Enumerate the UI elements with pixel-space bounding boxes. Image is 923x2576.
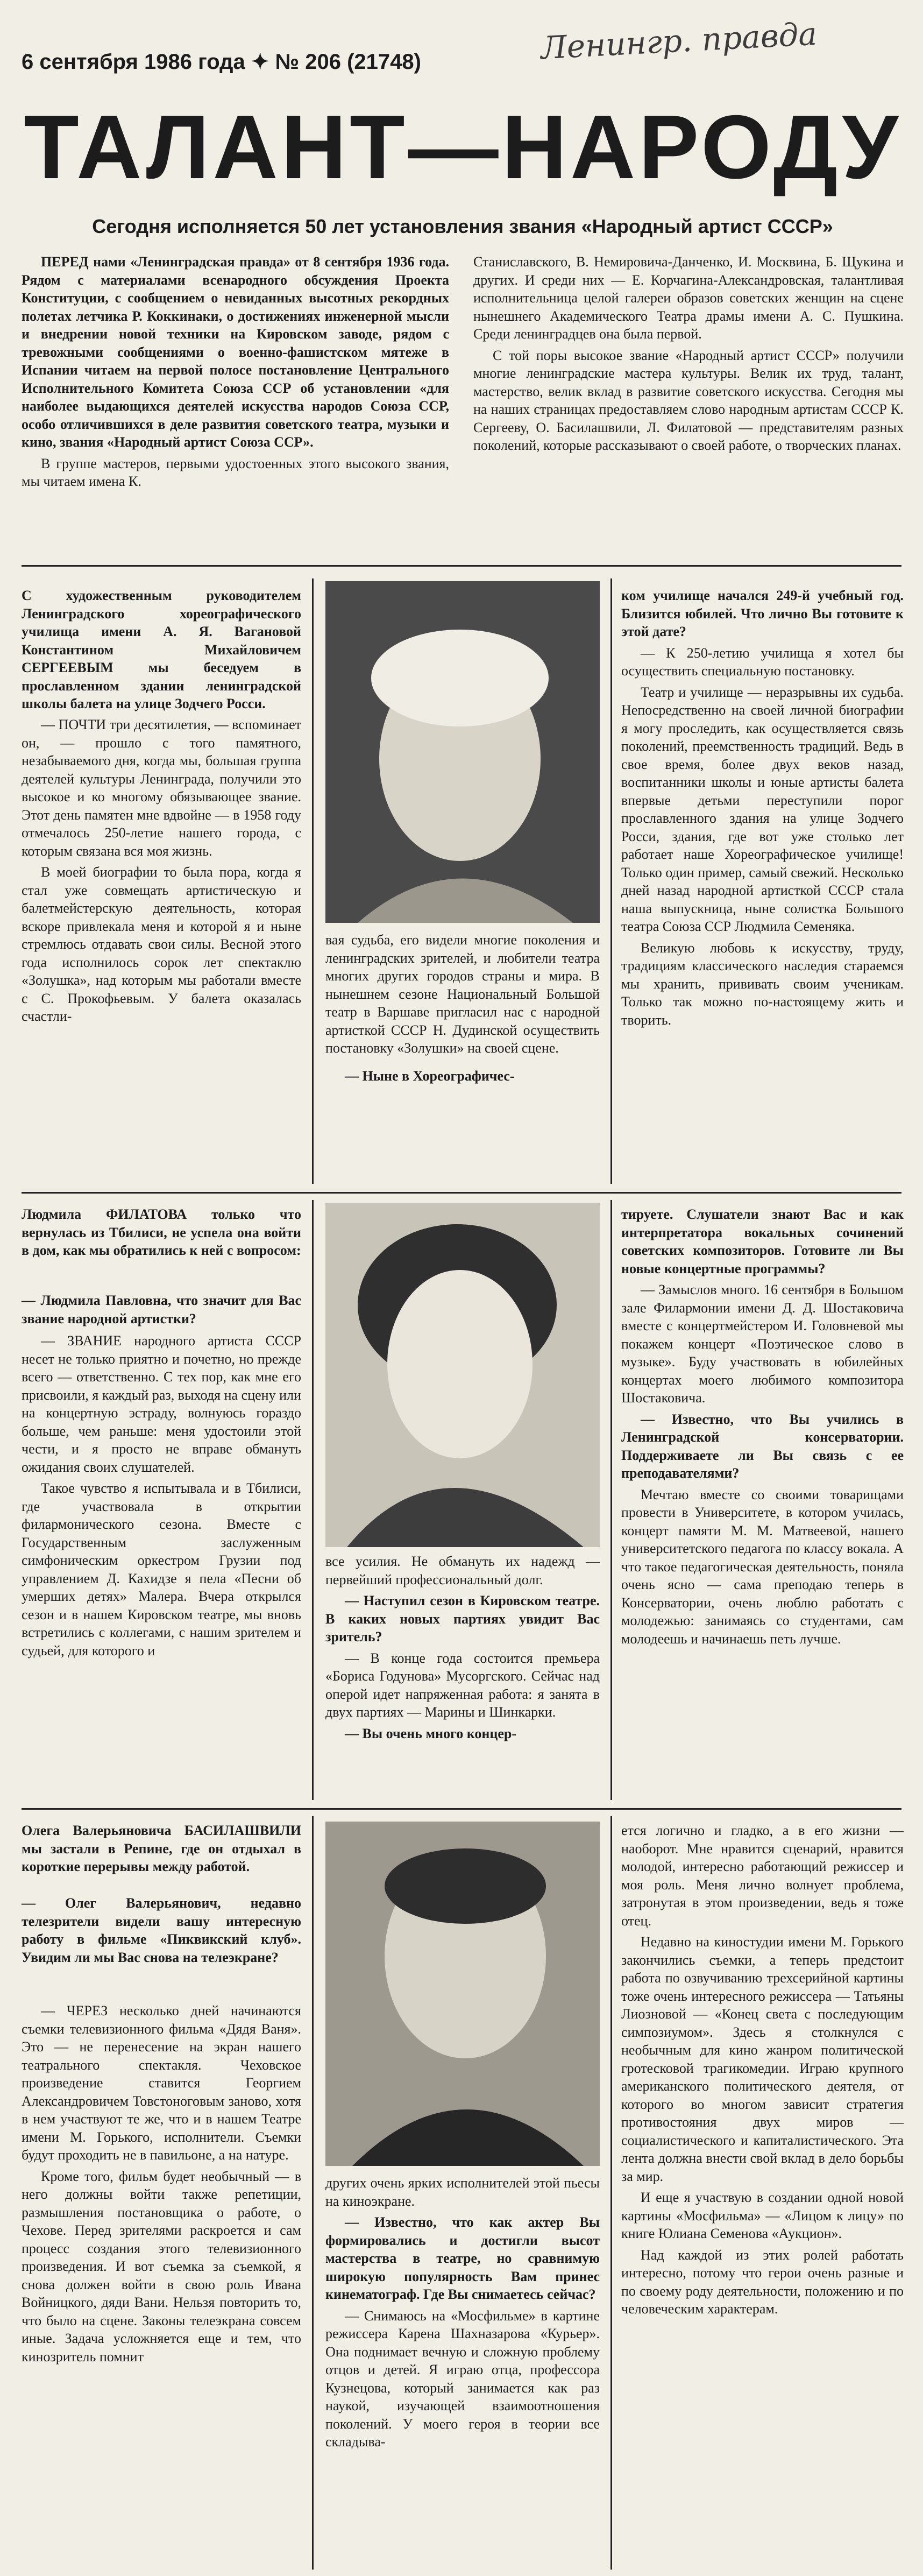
paragraph: все усилия. Не обмануть их надежд — первейший профессиональный долг. xyxy=(325,1554,600,1587)
paragraph: Такое чувство я испытывала и в Тбилиси, где участвовала в открытии филармонического сезона. Вместе с Государственным заслуженным симфоническим оркестром Грузии под управлением Д. Кахидзе я пела «Песни об умерших детях» Малера. Вчера открылся сезон и в нашем Кировском театре, мы вновь встретились с коллегами, с нашим зрителем и судьей, для которого и xyxy=(22,1480,301,1658)
portrait-basilashvili xyxy=(325,1822,600,2166)
sergeev-col-1 xyxy=(22,716,301,1029)
divider xyxy=(22,1808,901,1810)
date-line: 6 сентября 1986 года ✦ № 206 (21748) xyxy=(22,50,421,74)
divider xyxy=(22,565,901,567)
filatova-col-3 xyxy=(621,1205,904,1651)
column-rule xyxy=(312,1816,314,2570)
paragraph: — ЧЕРЕЗ несколько дней начинаются съемки телевизионного фильма «Дядя Ваня». Это — не перенесение на экран нашего театрального спектакля. Чеховское произведение ставится Георгием Александровичем Товстоноговым заново, хотя в нем участвуют те же, что и в нашем Театре имени М. Горького, исполнители. Съемки будут проходить не в павильоне, а на натуре. xyxy=(22,2003,301,2163)
sergeev-question-1: — Ныне в Хореографичес- xyxy=(345,1068,515,1084)
column-rule xyxy=(610,578,612,1184)
filatova-question-1: — Людмила Павловна, что значит для Вас звание народной артистки? xyxy=(22,1293,301,1326)
paragraph: Над каждой из этих ролей работать интересно, потому что герои очень разные и по своему роду деятельности, положению и по человеческим характерам. xyxy=(621,2247,904,2317)
column-rule xyxy=(610,1816,612,2570)
paragraph: Недавно на киностудии имени М. Горького закончились съемки, а теперь предстоит работа по озвучиванию трехсерийной картины тоже очень интересного режиссера — Татьяны Лиозновой — «Конец света с последующим симпозиумом». Здесь я столкнулся с необычным для кино жанром политической гротесковой трагикомедии. Играю крупного американского политического деятеля, от которого во многом зависит стратегия противостояния двух миров — социалистического и капиталистического. Эта лента должна внести свой вклад в дело борьбы за мир. xyxy=(621,1934,904,2184)
sergeev-question-2: ком училище начался 249-й учебный год. Близится юбилей. Что лично Вы готовите к этой дате? xyxy=(621,588,904,639)
portrait-sergeev-image xyxy=(325,581,600,923)
intro-col-1 xyxy=(22,253,449,494)
intro-paragraph: С той поры высокое звание «Народный артист СССР» получили многие ленинградские мастера культуры. Велик их труд, талант, мастерство, велик вклад в развитие советского искусства. Сегодня мы на наших страницах предоставляем слово народным артистам СССР К. Сергееву, О. Басилашвили, Л. Филатовой — представителям разных поколений, которые рассказывают о своей работе, о творческих планах. xyxy=(473,347,904,453)
intro-paragraph: В группе мастеров, первыми удостоенных этого высокого звания, мы читаем имена К. xyxy=(22,455,449,489)
paragraph: Великую любовь к искусству, труду, традициям классического наследия стараемся мы хранить, прививать своим ученикам. Только так можно по-настоящему жить и творить. xyxy=(621,940,904,1028)
paragraph: вая судьба, его видели многие поколения и ленинградских зрителей, и любители театра многих других городов страны и мира. В нынешнем сезоне Национальный Большой театр в Варшаве пригласил нас с народной артисткой СССР Н. Дудинской осуществить постановку «Золушки» на своей сцене. xyxy=(325,932,600,1056)
column-rule xyxy=(312,578,314,1184)
paragraph: Театр и училище — неразрывны их судьба. Непосредственно на своей личной биографии я могу проследить, как осуществляется связь поколений, преемственность традиций. Ведь в свое время, более двух веков назад, воспитанники школы и юные артисты балета впервые детьми переступили порог прославленного здания на улице Зодчего Росси, здания, где вот уже столько лет работает наше Хореографическое училище! Только один пример, самый свежий. Несколько дней назад народной артисткой СССР стала наша выпускница, ныне солистка Большого театра Союза ССР Людмила Семеняка. xyxy=(621,684,904,934)
headline: ТАЛАНТ—НАРОДУ xyxy=(24,96,901,197)
intro-paragraph: ПЕРЕД нами «Ленинградская правда» от 8 сентября 1936 года. Рядом с материалами всенародного обсуждения Проекта Конституции, с сообщением о невиданных высотных рекордных полетах летчика Р. Коккинаки, о достижениях инженерной мысли и внедрении новой техники на Кировском заводе, рядом с тревожными сообщениями о военно-фашистском мятеже в Испании читаем на первой полосе постановление Центрального Исполнительного Комитета Союза ССР об установлении «для наиболее выдающихся деятелей искусства народов Союза ССР, особо отличившихся в деле развития советского театра, музыки и кино, звания «Народный артист Союза ССР». xyxy=(22,254,449,450)
filatova-question-3-cont: тируете. Слушатели знают Вас и как интерпретатора вокальных сочинений советских композиторов. Готовите ли Вы новые концертные программы? xyxy=(621,1206,904,1276)
sergeev-col-2 xyxy=(325,931,600,1088)
basilashvili-lead-in: Олега Валерьяновича БАСИЛАШВИЛИ мы застали в Репине, где он отдыхал в короткие перерывы между работой. xyxy=(22,1823,301,1874)
filatova-lead-in: Людмила ФИЛАТОВА только что вернулась из Тбилиси, не успела она войти в дом, как мы обратились к ней с вопросом: xyxy=(22,1206,301,1258)
intro-col-2 xyxy=(473,253,904,458)
paragraph: — ПОЧТИ три десятилетия, — вспоминает он, — прошло с того памятного, незабываемого дня, когда мы, большая группа деятелей культуры Ленинграда, получили это высокое и ко многому обязывающее звание. Этот день памятен мне вдвойне — в 1958 году отмечалось 250-летие нашего города, с которым связана вся моя жизнь. xyxy=(22,717,301,859)
divider xyxy=(22,1192,901,1194)
paragraph: других очень ярких исполнителей этой пьесы на киноэкране. xyxy=(325,2175,600,2209)
paragraph: — В конце года состоится премьера «Бориса Годунова» Мусоргского. Сейчас над оперой идет напряженная работа: я занята в двух партиях — Марины и Шинкарки. xyxy=(325,1650,600,1720)
subheadline: Сегодня исполняется 50 лет установления звания «Народный артист СССР» xyxy=(92,215,833,237)
filatova-col-2 xyxy=(325,1552,600,1746)
paragraph: — ЗВАНИЕ народного артиста СССР несет не только приятно и почетно, но прежде всего — ответственно. С тех пор, как мне его присвоили, я каждый раз, выходя на сцену или на концертную эстраду, волнуюсь гораздо больше, чем раньше: меня удостоили этой чести, и я просто не вправе обмануть ожидания своих слушателей. xyxy=(22,1333,301,1475)
basilashvili-question-1: — Олег Валерьянович, недавно телезрители видели вашу интересную работу в фильме «Пиквикский клуб». Увидим ли мы Вас снова на телеэкране? xyxy=(22,1895,301,1965)
handwritten-note: Ленингр. правда xyxy=(539,15,818,67)
portrait-filatova-image xyxy=(325,1203,600,1547)
paragraph: — Снимаюсь на «Мосфильме» в картине режиссера Карена Шахназарова «Курьер». Она поднимает вечную и сложную проблему отцов и детей. Я играю отца, профессора Кузнецова, который занимается как раз наукой, изучающей взаимоотношения поколений. У моего героя в теории все складыва- xyxy=(325,2307,600,2450)
filatova-question-4: — Известно, что Вы учились в Ленинградской консерватории. Поддерживаете ли Вы связь с ее преподавателями? xyxy=(621,1411,904,1481)
intro-paragraph: Станиславского, В. Немировича-Данченко, И. Москвина, Б. Щукина и других. И среди них — Е. Корчагина-Александровская, талантливая исполнительница целой галереи образов советских женщин на сцене нынешнего Академического Театра драмы имени А. С. Пушкина. Среди ленинградцев она была первой. xyxy=(473,254,904,342)
filatova-question-2: — Наступил сезон в Кировском театре. В каких новых партиях увидит Вас зритель? xyxy=(325,1593,600,1645)
basilashvili-question-2: — Известно, что как актер Вы формировались и достигли высот мастерства в театре, но сравнимую широкую популярность Вам принес кинематограф. Где Вы снимаетесь сейчас? xyxy=(325,2214,600,2302)
paragraph: — К 250-летию училища я хотел бы осуществить специальную постановку. xyxy=(621,645,904,679)
basilashvili-col-3 xyxy=(621,1822,904,2321)
sergeev-lead-in: С художественным руководителем Ленинградского хореографического училища имени А. Я. Вагановой Константином Михайловичем СЕРГЕЕВЫМ мы беседуем в прославленном здании ленинградской школы балета на улице Зодчего Росси. xyxy=(22,588,301,711)
paragraph: ется логично и гладко, а в его жизни — наоборот. Мне нравится сценарий, нравится молодой, интересно работающий режиссер и моя роль. Меня лично волнует проблема, затронутая в этом произведении, ведь я тоже отец. xyxy=(621,1823,904,1929)
paragraph: Мечтаю вместе со своими товарищами провести в Университете, в котором училась, концерт памяти М. М. Матвеевой, нашего университетского педагога по классу вокала. А что такое педагогическая деятельность, поняла очень ясно — сама преподаю теперь в Консерватории, очень люблю работать с молодежью: занимаясь со студентами, сам молодеешь и начинаешь петь лучше. xyxy=(621,1486,904,1647)
paragraph: В моей биографии то была пора, когда я стал уже совмещать артистическую и балетмейстерскую деятельность, которая вскоре привлекала меня и которой я и ныне стремлюсь отдавать свои силы. Весной этого года исполнилось сорок лет спектаклю «Золушка», над которым мы работали вместе с С. Прокофьевым. У балета оказалась счастли- xyxy=(22,864,301,1024)
paragraph: Кроме того, фильм будет необычный — в него должны войти также репетиции, размышления постановщика о работе, о Чехове. Перед зрителями раскроется и сам процесс создания этого телевизионного произведения. И вот съемка за съемкой, я снова должен войти в свою роль Ивана Войницкого, дяди Вани. Нельзя повторить то, что было на сцене. Законы телеэкрана совсем иные. Задача усложняется еще и тем, что кинозритель помнит xyxy=(22,2168,301,2365)
basilashvili-col-2 xyxy=(325,2174,600,2454)
sergeev-col-3 xyxy=(621,587,904,1032)
portrait-sergeev xyxy=(325,581,600,923)
paragraph: И еще я участвую в создании одной новой картины «Мосфильма» — «Лицом к лицу» по книге Юлиана Семенова «Аукцион». xyxy=(621,2190,904,2241)
column-rule xyxy=(312,1200,314,1800)
filatova-col-1 xyxy=(22,1332,301,1663)
basilashvili-col-1 xyxy=(22,2002,301,2369)
portrait-basilashvili-image xyxy=(325,1822,600,2166)
paragraph: — Замыслов много. 16 сентября в Большом зале Филармонии имени Д. Д. Шостаковича вместе с концертмейстером И. Головневой мы покажем концерт «Поэтическое слово в музыке». Буду участвовать в юбилейных концертах моего любимого композитора Шостаковича. xyxy=(621,1282,904,1406)
column-rule xyxy=(610,1200,612,1800)
filatova-question-3: — Вы очень много концер- xyxy=(345,1725,517,1741)
portrait-filatova xyxy=(325,1203,600,1547)
